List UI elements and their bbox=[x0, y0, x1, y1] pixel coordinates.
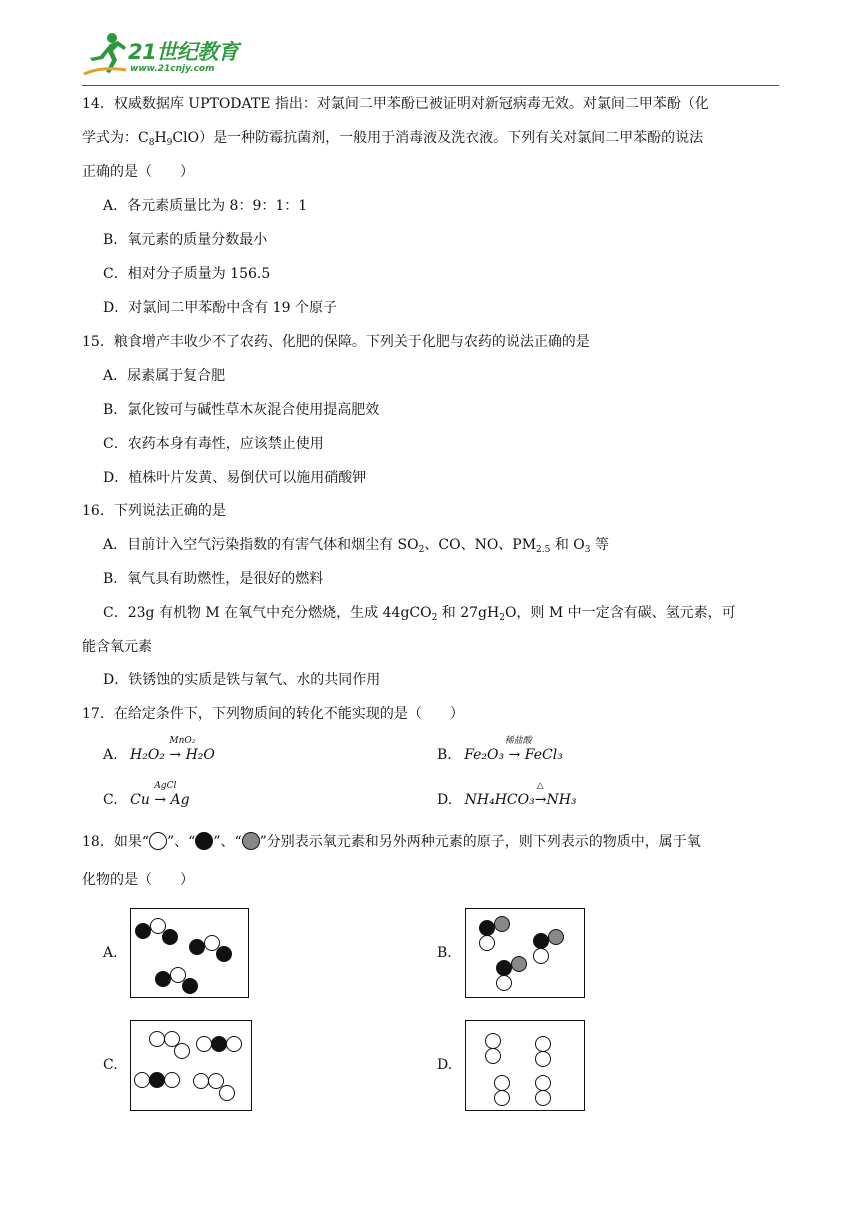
atom-white bbox=[535, 1090, 551, 1106]
q17-b-product: FeCl₃ bbox=[524, 747, 563, 763]
q16-option-c-cont: 能含氧元素 bbox=[82, 639, 152, 655]
atom-black bbox=[135, 923, 151, 939]
q14-option-c[interactable]: C．相对分子质量为 156.5 bbox=[103, 266, 271, 282]
q18-option-a-label[interactable]: A. bbox=[103, 945, 118, 961]
atom-white bbox=[149, 1031, 165, 1047]
atom-gray bbox=[511, 956, 527, 972]
q17-d-condition: △ bbox=[536, 781, 544, 791]
q18-option-d-diagram[interactable] bbox=[465, 1020, 585, 1111]
atom-white bbox=[219, 1085, 235, 1101]
q14-stem-line3: 正确的是（ ） bbox=[82, 164, 194, 180]
q17-a-label: A. bbox=[103, 747, 118, 763]
arrow-icon: → bbox=[169, 747, 182, 763]
q14-stem-line1: 14．权威数据库 UPTODATE 指出：对氯间二甲苯酚已被证明对新冠病毒无效。对氯间二甲苯酚（化 bbox=[82, 96, 709, 112]
logo-url: www.21cnjy.com bbox=[130, 64, 215, 74]
q15-option-a[interactable]: A．尿素属于复合肥 bbox=[103, 368, 226, 384]
q17-d-reactant: NH₄HCO₃ bbox=[464, 792, 535, 808]
q14-option-a[interactable]: A．各元素质量比为 8：9：1：1 bbox=[103, 198, 308, 214]
q18-option-b-diagram[interactable] bbox=[465, 908, 585, 998]
atom-white bbox=[533, 948, 549, 964]
q16-option-a[interactable]: A．目前计入空气污染指数的有害气体和烟尘有 $SO_2$、CO、NO、$PM_{2.5}$ 和 $O_3$ 等 bbox=[103, 537, 609, 555]
atom-white bbox=[196, 1036, 212, 1052]
q15-option-c[interactable]: C．农药本身有毒性，应该禁止使用 bbox=[103, 436, 324, 452]
q17-c-product: Ag bbox=[170, 792, 190, 808]
atom-black bbox=[496, 960, 512, 976]
q17-a-product: H₂O bbox=[185, 747, 215, 763]
q18-stem-line2: 化物的是（ ） bbox=[82, 872, 194, 888]
q18-option-c-diagram[interactable] bbox=[130, 1020, 252, 1111]
runner-icon bbox=[82, 30, 128, 78]
header-divider bbox=[82, 85, 779, 86]
q17-a-reactant: H₂O₂ bbox=[130, 747, 165, 763]
q18-option-a-diagram[interactable] bbox=[130, 908, 249, 998]
atom-white bbox=[485, 1033, 501, 1049]
q17-b-condition: 稀盐酸 bbox=[504, 736, 532, 746]
black-atom-icon bbox=[195, 832, 213, 850]
q17-c-condition: AgCl bbox=[154, 781, 177, 791]
atom-gray bbox=[494, 916, 510, 932]
atom-white bbox=[494, 1075, 510, 1091]
atom-white bbox=[479, 935, 495, 951]
q17-stem: 17．在给定条件下，下列物质间的转化不能实现的是（ ） bbox=[82, 706, 464, 722]
q17-option-a[interactable] bbox=[103, 736, 215, 765]
atom-black bbox=[189, 939, 205, 955]
q17-option-d[interactable] bbox=[437, 781, 577, 810]
atom-black bbox=[182, 978, 198, 994]
atom-white bbox=[226, 1036, 242, 1052]
logo-text: 21世纪教育 bbox=[128, 40, 239, 64]
q16-option-c[interactable]: C．23g 有机物 M 在氧气中充分燃烧，生成 44gCO$_2$ 和 $27gH_2O$，则 M 中一定含有碳、氢元素，可 bbox=[103, 605, 736, 623]
atom-black bbox=[479, 920, 495, 936]
arrow-icon: → bbox=[154, 792, 167, 808]
atom-white bbox=[535, 1051, 551, 1067]
atom-white bbox=[485, 1048, 501, 1064]
atom-black bbox=[211, 1036, 227, 1052]
atom-black bbox=[533, 933, 549, 949]
q16-stem: 16．下列说法正确的是 bbox=[82, 503, 226, 519]
white-atom-icon bbox=[149, 832, 167, 850]
q17-option-c[interactable] bbox=[103, 781, 190, 810]
q15-stem: 15．粮食增产丰收少不了农药、化肥的保障。下列关于化肥与农药的说法正确的是 bbox=[82, 334, 590, 350]
q15-option-b[interactable]: B．氯化铵可与碱性草木灰混合使用提高肥效 bbox=[103, 402, 380, 418]
arrow-icon: → bbox=[508, 747, 521, 763]
q18-option-d-label[interactable]: D. bbox=[437, 1057, 453, 1073]
atom-black bbox=[149, 1072, 165, 1088]
q17-b-label: B. bbox=[437, 747, 452, 763]
q18-option-b-label[interactable]: B. bbox=[437, 945, 452, 961]
arrow-icon: → bbox=[534, 792, 547, 808]
atom-black bbox=[216, 946, 232, 962]
atom-gray bbox=[548, 929, 564, 945]
q14-option-b[interactable]: B．氧元素的质量分数最小 bbox=[103, 232, 268, 248]
q18-option-c-label[interactable]: C. bbox=[103, 1057, 118, 1073]
q16-option-b[interactable]: B．氧气具有助燃性，是很好的燃料 bbox=[103, 571, 324, 587]
q14-stem-line2: 学式为：$C_8H_9ClO$）是一种防霉抗菌剂，一般用于消毒液及洗衣液。下列有关对氯间二甲苯酚的说法 bbox=[82, 130, 704, 148]
q17-b-reactant: Fe₂O₃ bbox=[464, 747, 505, 763]
q18-stem-line1: 18．如果“ ”、“ ”、“ ”分别表示氧元素和另外两种元素的原子，则下列表示的物质中，属于氧 bbox=[82, 834, 701, 850]
q17-d-label: D. bbox=[437, 792, 453, 808]
q17-c-label: C. bbox=[103, 792, 118, 808]
atom-white bbox=[494, 1090, 510, 1106]
atom-black bbox=[155, 971, 171, 987]
atom-black bbox=[162, 929, 178, 945]
atom-white bbox=[496, 975, 512, 991]
atom-white bbox=[164, 1072, 180, 1088]
q15-option-d[interactable]: D．植株叶片发黄、易倒伏可以施用硝酸钾 bbox=[103, 470, 367, 486]
q17-option-b[interactable] bbox=[437, 736, 563, 765]
atom-white bbox=[134, 1072, 150, 1088]
atom-white bbox=[535, 1075, 551, 1091]
q16-option-d[interactable]: D．铁锈蚀的实质是铁与氧气、水的共同作用 bbox=[103, 672, 381, 688]
atom-white bbox=[174, 1043, 190, 1059]
atom-white bbox=[535, 1036, 551, 1052]
gray-atom-icon bbox=[242, 832, 260, 850]
q17-c-reactant: Cu bbox=[130, 792, 150, 808]
q17-d-product: NH₃ bbox=[546, 792, 577, 808]
atom-white bbox=[193, 1073, 209, 1089]
q17-a-condition: MnO₂ bbox=[169, 736, 196, 746]
q14-option-d[interactable]: D．对氯间二甲苯酚中含有 19 个原子 bbox=[103, 300, 337, 316]
site-logo bbox=[82, 30, 252, 82]
